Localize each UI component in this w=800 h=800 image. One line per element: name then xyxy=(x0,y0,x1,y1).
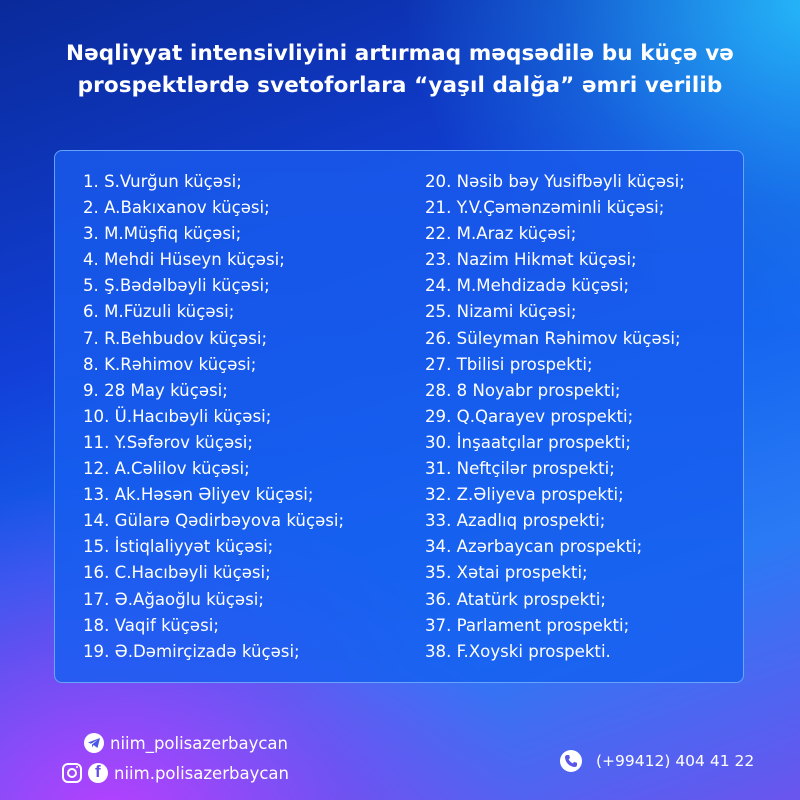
list-item: 23. Nazim Hikmət küçəsi; xyxy=(425,250,637,270)
social-handle: niim.polisazerbaycan xyxy=(114,763,289,783)
telegram-link[interactable] xyxy=(62,728,289,758)
list-item: 35. Xətai prospekti; xyxy=(425,563,588,583)
list-item: 22. M.Araz küçəsi; xyxy=(425,224,577,244)
title-line-2: prospektlərdə svetoforlara “yaşıl dalğa” əmri verilib xyxy=(77,73,723,98)
list-item: 2. A.Bakıxanov küçəsi; xyxy=(83,198,270,218)
list-item: 5. Ş.Bədəlbəyli küçəsi; xyxy=(83,276,270,296)
telegram-handle: niim_polisazerbaycan xyxy=(110,733,288,753)
social-links xyxy=(62,728,289,788)
instagram-icon xyxy=(62,763,82,783)
list-item: 29. Q.Qarayev prospekti; xyxy=(425,406,634,426)
list-item: 3. M.Müşfiq küçəsi; xyxy=(83,224,242,244)
page-title xyxy=(40,38,760,102)
list-item: 4. Mehdi Hüseyn küçəsi; xyxy=(83,250,285,270)
street-list-panel xyxy=(54,150,744,683)
list-item: 32. Z.Əliyeva prospekti; xyxy=(425,485,624,505)
list-item: 27. Tbilisi prospekti; xyxy=(425,354,593,374)
list-item: 26. Süleyman Rəhimov küçəsi; xyxy=(425,328,681,348)
list-item: 19. Ə.Dəmirçizadə küçəsi; xyxy=(83,641,300,661)
list-item: 28. 8 Noyabr prospekti; xyxy=(425,380,621,400)
list-item: 17. Ə.Ağaoğlu küçəsi; xyxy=(83,589,264,609)
telegram-icon xyxy=(84,733,104,753)
phone-icon xyxy=(560,750,582,772)
list-item: 18. Vaqif küçəsi; xyxy=(83,615,219,635)
list-item: 13. Ak.Həsən Əliyev küçəsi; xyxy=(83,485,314,505)
list-item: 9. 28 May küçəsi; xyxy=(83,380,228,400)
list-item: 33. Azadlıq prospekti; xyxy=(425,511,606,531)
list-item: 7. R.Behbudov küçəsi; xyxy=(83,328,268,348)
street-list-left xyxy=(83,169,344,665)
list-item: 30. İnşaatçılar prospekti; xyxy=(425,432,632,452)
list-item: 15. İstiqlaliyyət küçəsi; xyxy=(83,537,274,557)
list-item: 36. Atatürk prospekti; xyxy=(425,589,606,609)
list-item: 31. Neftçilər prospekti; xyxy=(425,459,615,479)
list-item: 37. Parlament prospekti; xyxy=(425,615,630,635)
list-item: 6. M.Füzuli küçəsi; xyxy=(83,302,235,322)
list-item: 8. K.Rəhimov küçəsi; xyxy=(83,354,257,374)
street-list-right xyxy=(425,169,685,665)
social-media-link[interactable] xyxy=(62,758,289,788)
list-item: 1. S.Vurğun küçəsi; xyxy=(83,172,242,191)
list-item: 11. Y.Səfərov küçəsi; xyxy=(83,432,254,452)
list-item: 34. Azərbaycan prospekti; xyxy=(425,537,643,557)
title-line-1: Nəqliyyat intensivliyini artırmaq məqsədilə bu küçə və xyxy=(65,41,734,66)
list-item: 25. Nizami küçəsi; xyxy=(425,302,577,322)
phone-number: (+99412) 404 41 22 xyxy=(596,752,755,770)
list-item: 14. Gülarə Qədirbəyova küçəsi; xyxy=(83,511,345,531)
phone-contact[interactable] xyxy=(560,750,754,772)
list-item: 20. Nəsib bəy Yusifbəyli küçəsi; xyxy=(425,172,685,191)
list-item: 24. M.Mehdizadə küçəsi; xyxy=(425,276,630,296)
list-item: 10. Ü.Hacıbəyli küçəsi; xyxy=(83,406,272,426)
list-item: 16. C.Hacıbəyli küçəsi; xyxy=(83,563,271,583)
list-item: 12. A.Cəlilov küçəsi; xyxy=(83,459,250,479)
list-item: 38. F.Xoyski prospekti. xyxy=(425,641,611,661)
list-item: 21. Y.V.Çəmənzəminli küçəsi; xyxy=(425,198,665,218)
facebook-icon: f xyxy=(88,763,108,783)
